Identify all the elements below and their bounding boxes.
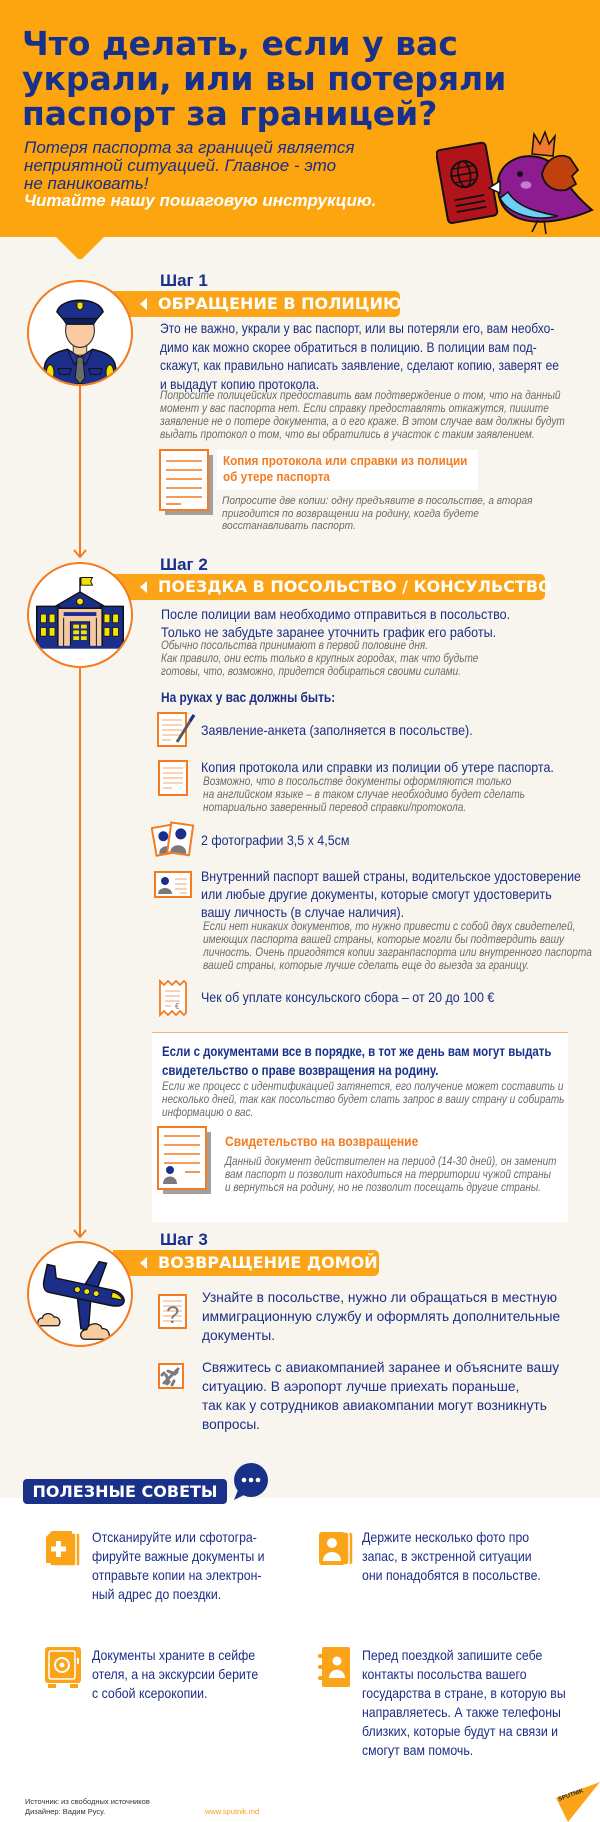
- document-icon: [158, 760, 190, 797]
- note-line: восстанавливать паспорт.: [222, 520, 356, 532]
- tip-text: направляетесь. А также телефоны: [362, 1704, 561, 1720]
- note-line: несколько дней, так как посольство будет слать запрос в вашу страну и собирать: [162, 1094, 565, 1106]
- photo-person-icon: [317, 1529, 357, 1569]
- note-line: Возможно, что в посольстве документы оформляются только: [203, 776, 512, 788]
- svg-text:€: €: [175, 1002, 180, 1011]
- step-3-item-2: [202, 1358, 566, 1434]
- body-line: и выдадут копию протокола.: [160, 375, 320, 392]
- step-1-document-title: [223, 453, 494, 485]
- photos-icon: [151, 820, 195, 860]
- title-line: паспорт за границей?: [22, 94, 438, 133]
- tip-text: запас, в экстренной ситуации: [362, 1548, 532, 1564]
- tip-text: контакты посольства вашего: [362, 1666, 527, 1682]
- checklist-item-text: или любые другие документы, которые смогут удостоверить: [201, 886, 552, 902]
- police-officer-icon: [29, 282, 131, 384]
- checklist-item-text: 2 фотографии 3,5 х 4,5см: [201, 832, 350, 848]
- tip-text: государства в стране, в которую вы: [362, 1685, 566, 1701]
- step-2-body: [161, 605, 549, 641]
- checklist-item-text: вашу личность (в случае наличия).: [201, 904, 405, 920]
- note-line: Обычно посольства принимают в первой половине дня.: [161, 640, 428, 652]
- cta-text: Читайте нашу пошаговую инструкцию.: [24, 191, 377, 210]
- note-line: Как правило, они есть только в крупных городах, так что будьте: [161, 653, 479, 665]
- tip-text: Перед поездкой запишите себе: [362, 1647, 543, 1663]
- header-pointer-triangle: [55, 236, 105, 261]
- checklist-heading-text: На руках у вас должны быть:: [161, 689, 336, 705]
- certificate-icon: [157, 1126, 213, 1196]
- callout-heading: [162, 1042, 600, 1080]
- step-item-text: вопросы.: [202, 1416, 260, 1432]
- step-2-circle: [27, 562, 133, 668]
- address-book-icon: [316, 1646, 352, 1690]
- step-item-text: ситуацию. В аэропорт лучше приехать пораньше,: [202, 1378, 520, 1394]
- tip-text: Документы храните в сейфе: [92, 1647, 256, 1663]
- body-line: После полиции вам необходимо отправиться в посольство.: [161, 606, 511, 622]
- id-card-icon: [154, 871, 192, 899]
- tip-text: отправьте копии на электрон-: [92, 1567, 262, 1583]
- checklist-item-3: [201, 831, 368, 850]
- note-line: выдать протокол о том, что вы обратились в участок с таким заявлением.: [160, 429, 535, 441]
- note-line: личность. Очень пригодятся копии загранпаспорта или внутренного паспорта: [203, 947, 592, 959]
- subtitle-line: неприятной ситуацией. Главное - это: [24, 156, 337, 175]
- footer-credits: [25, 1797, 150, 1817]
- bird-with-passport-icon: [436, 118, 600, 236]
- note-line: Данный документ действителен на период (14-30 дней), он заменит: [225, 1156, 557, 1168]
- step-1-note: [160, 390, 600, 442]
- tip-4: [362, 1646, 594, 1760]
- checklist-item-text: Чек об уплате консульского сбора – от 20 до 100 €: [201, 989, 495, 1005]
- note-line: вам паспорт и позволит находиться на территории чужой страны: [225, 1169, 552, 1181]
- chevron-left-icon: [140, 1257, 147, 1269]
- note-line: вашей страны, которые лучше сделать еще до выезда за границу.: [203, 960, 530, 972]
- subtitle: [24, 139, 354, 193]
- step-3-circle: [27, 1241, 133, 1347]
- tips-heading: [23, 1479, 227, 1504]
- subtitle-line: не паниковать!: [24, 174, 149, 193]
- note-line: заявление не о потере документа, а о его краже. В этом случае вам должны будут: [160, 416, 565, 428]
- callout-document-note: [225, 1156, 600, 1195]
- note-line: информацию о вас.: [162, 1107, 254, 1119]
- question-document-icon: [158, 1294, 188, 1330]
- body-line: димо как можно скорее обратиться в полицию. В полиции вам под-: [160, 338, 537, 355]
- chevron-left-icon: [140, 298, 147, 310]
- step-item-text: Узнайте в посольстве, нужно ли обращаться в местную: [202, 1289, 558, 1305]
- form-with-pen-icon: [157, 712, 197, 748]
- step-1-document-note: [222, 495, 560, 533]
- note-line: нотариально заверенный перевод справки/протокола.: [203, 802, 467, 814]
- note-line: пригодится по возвращении на родину, когда будете: [222, 507, 479, 520]
- tip-1: [92, 1528, 288, 1604]
- checklist-item-2: [201, 758, 598, 777]
- checklist-item-text: Копия протокола или справки из полиции об утере паспорта.: [201, 759, 554, 775]
- checklist-item-2-note: [203, 776, 569, 815]
- tip-text: фируйте важные документы и: [92, 1548, 265, 1564]
- step-item-text: Свяжитесь с авиакомпанией заранее и объясните вашу: [202, 1359, 560, 1375]
- tip-text: Отсканируйте или сфотогра-: [92, 1529, 257, 1545]
- source-credit: Источник: из свободных источников: [25, 1797, 150, 1806]
- tip-text: Держите несколько фото про: [362, 1529, 530, 1545]
- tip-text: они понадобятся в посольстве.: [362, 1567, 541, 1583]
- step-3-item-1: [202, 1288, 567, 1345]
- body-line: скажут, как правильно написать заявление, сделают копию, заверят ее: [160, 357, 559, 373]
- note-line: на английском языке – в таком случае необходимо будет сделать: [203, 789, 525, 801]
- note-line: Попросите полицейских предоставить вам подтверждение о том, что на данный: [160, 390, 561, 402]
- step-3-banner: [113, 1250, 379, 1276]
- step-2-note: [161, 640, 526, 679]
- body-line: Только не забудьте заранее уточнить график его работы.: [161, 624, 497, 640]
- step-3-title: ВОЗВРАЩЕНИЕ ДОМОЙ: [158, 1253, 378, 1272]
- note-line: момент у вас паспорта нет. Если справку предоставлять откажутся, пишите: [160, 403, 549, 415]
- step-2-label: Шаг 2: [160, 555, 208, 574]
- checklist-item-text: Заявление-анкета (заполняется в посольстве).: [201, 722, 473, 738]
- step-item-text: иммиграционную службу и оформлять дополнительные: [202, 1308, 561, 1324]
- subtitle-line: Потеря паспорта за границей является: [24, 138, 355, 157]
- step-3-label: Шаг 3: [160, 1230, 208, 1249]
- tip-text: ный адрес до поездки.: [92, 1586, 222, 1602]
- step-1-body: [160, 319, 600, 393]
- tip-text: с собой ксерокопии.: [92, 1685, 208, 1701]
- checklist-item-4-note: [203, 921, 600, 973]
- step-item-text: документы.: [202, 1327, 276, 1343]
- body-line: Это не важно, украли у вас паспорт, или вы потеряли его, вам необхо-: [160, 320, 555, 336]
- document-title-line: об утере паспорта: [223, 469, 330, 484]
- document-plus-icon: [44, 1529, 84, 1569]
- embassy-building-icon: [29, 564, 131, 666]
- document-title-line: Свидетельство на возвращение: [225, 1133, 419, 1149]
- checklist-heading: [161, 688, 366, 707]
- document-title-line: Копия протокола или справки из полиции: [223, 453, 468, 468]
- note-line: Попросите две копии: одну предъявите в посольстве, а вторая: [222, 495, 533, 507]
- step-1-title: ОБРАЩЕНИЕ В ПОЛИЦИЮ: [158, 294, 402, 313]
- note-line: готовы, что, возможно, придется добираться своими силами.: [161, 666, 461, 678]
- callout-document-title: [225, 1133, 450, 1149]
- page-title: [22, 26, 506, 131]
- callout-heading-line: свидетельство о праве возвращения на родину.: [162, 1063, 439, 1078]
- designer-credit: Дизайнер: Вадим Русу.: [25, 1807, 106, 1816]
- checklist-item-5: [201, 988, 531, 1007]
- tip-2: [362, 1528, 565, 1585]
- note-line: Если нет никаких документов, то нужно привести с собой двух свидетелей,: [203, 921, 576, 933]
- tip-text: близких, которые будут на связи и: [362, 1723, 559, 1739]
- callout-heading-line: Если с документами все в порядке, в тот же день вам могут выдать: [162, 1044, 552, 1059]
- tip-3: [92, 1646, 281, 1703]
- callout-note: [162, 1081, 600, 1120]
- step-2-banner: [113, 574, 552, 600]
- svg-text:SPUTNIK: SPUTNIK: [557, 1788, 585, 1803]
- note-line: и вернуться на родину, но не позволит посещать другие страны.: [225, 1182, 541, 1194]
- checklist-item-text: Внутренний паспорт вашей страны, водительское удостоверение: [201, 868, 581, 884]
- note-line: Если же процесс с идентификацией затянется, его получение может составить и: [162, 1081, 564, 1093]
- step-item-text: так как у сотрудников авиакомпании могут возникнуть: [202, 1397, 547, 1413]
- safe-icon: [44, 1646, 82, 1692]
- step-1-banner: [113, 291, 400, 317]
- tips-title: ПОЛЕЗНЫЕ СОВЕТЫ: [32, 1482, 218, 1501]
- checklist-item-1: [201, 721, 506, 740]
- receipt-euro-icon: [158, 979, 188, 1017]
- checklist-item-4: [201, 867, 600, 921]
- chevron-left-icon: [140, 581, 147, 593]
- svg-text:?: ?: [166, 1302, 180, 1329]
- title-line: Что делать, если у вас: [22, 24, 458, 63]
- document-icon: [159, 449, 215, 517]
- step-1-label: Шаг 1: [160, 271, 208, 290]
- tip-text: смогут вам помочь.: [362, 1742, 474, 1758]
- sputnik-logo: [552, 1768, 600, 1822]
- chat-bubble-icon: [232, 1462, 270, 1502]
- step-1-circle: [27, 280, 133, 386]
- website-link[interactable]: www.sputnik.md: [205, 1807, 260, 1816]
- step-2-title: ПОЕЗДКА В ПОСОЛЬСТВО / КОНСУЛЬСТВО: [158, 577, 552, 596]
- tip-text: отеля, а на экскурсии берите: [92, 1666, 259, 1682]
- title-line: украли, или вы потеряли: [22, 59, 507, 98]
- airplane-square-icon: [158, 1363, 184, 1389]
- note-line: имеющих паспорта вашей страны, которые могли бы подтвердить вашу: [203, 934, 565, 946]
- airplane-icon: [29, 1243, 131, 1345]
